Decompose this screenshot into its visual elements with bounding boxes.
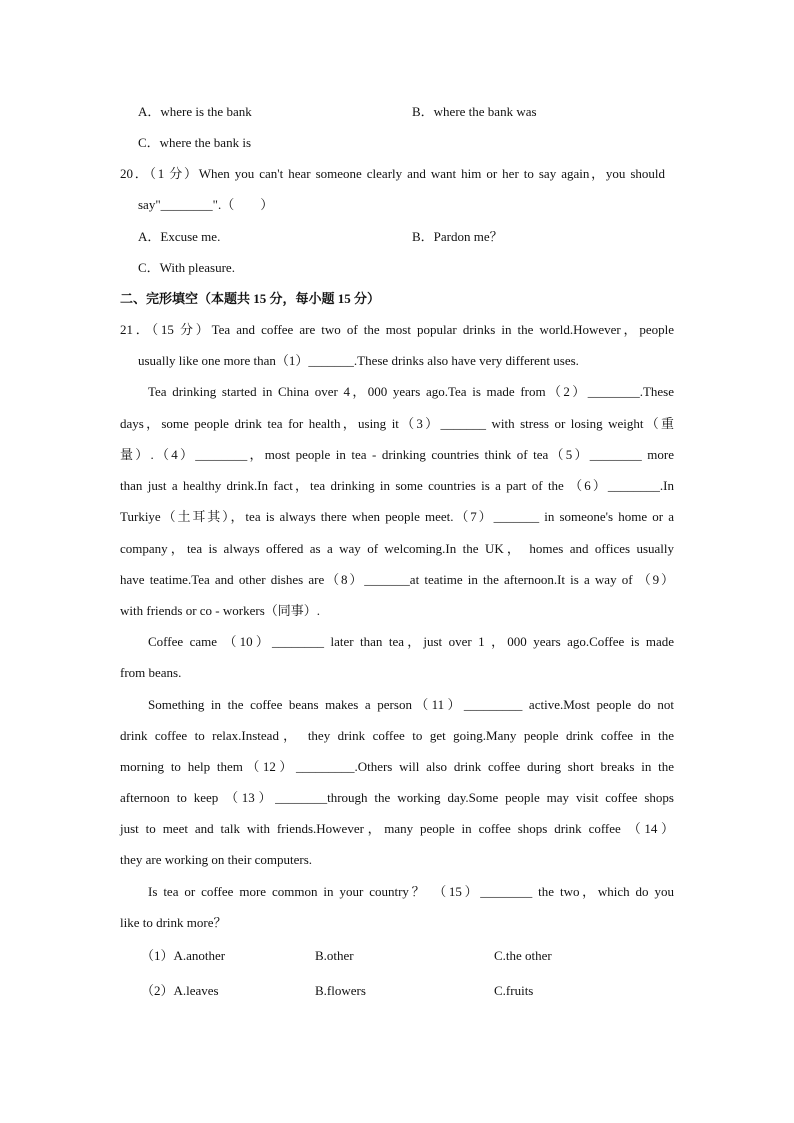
passage-line: 量）.（4）________，most people in tea - drinking countries think of tea（5）________ more <box>120 447 674 462</box>
option-text: Pardon me？ <box>433 229 503 244</box>
passage-line: just to meet and talk with friends.However，many people in coffee shops drink coffee （14） <box>120 821 674 836</box>
passage-line: like to drink more？ <box>120 915 227 930</box>
q20-option-c[interactable] <box>138 259 235 277</box>
option-text: where the bank was <box>433 104 537 119</box>
section-heading: 二、完形填空（本题共 15 分，每小题 15 分） <box>120 291 381 306</box>
passage-line: 21．（15 分）Tea and coffee are two of the most popular drinks in the world.However，people <box>120 322 674 337</box>
option-text: where is the bank <box>160 104 252 119</box>
passage-line: Is tea or coffee more common in your country？ （15）________ the two，which do you <box>148 884 674 899</box>
choice-2-a[interactable]: （2）A.leaves <box>141 983 219 998</box>
q20-option-a[interactable] <box>138 228 220 246</box>
passage-line: usually like one more than（1）_______.These drinks also have very different uses. <box>138 353 579 368</box>
option-letter: C． <box>138 135 160 150</box>
passage-line: they are working on their computers. <box>120 852 313 867</box>
passage-line: with friends or co - workers（同事）. <box>120 603 321 618</box>
passage-line: have teatime.Tea and other dishes are（8）_______at teatime in the afternoon.It is a way of （9） <box>120 572 674 587</box>
passage-line: afternoon to keep （13）________through the working day.Some people may visit coffee shops <box>120 790 674 805</box>
option-letter: B． <box>412 104 434 119</box>
option-text: Excuse me. <box>160 229 221 244</box>
option-letter: C． <box>138 260 160 275</box>
passage-line: company，tea is always offered as a way of welcoming.In the UK， homes and offices usually <box>120 541 674 556</box>
choice-2-b[interactable]: B.flowers <box>315 983 366 998</box>
choice-1-c[interactable]: C.the other <box>494 948 552 963</box>
option-text: where the bank is <box>159 135 252 150</box>
q20-stem-line-1: 20．（1 分）When you can't hear someone clearly and want him or her to say again，you should <box>120 166 665 181</box>
passage-line: days，some people drink tea for health，using it（3）_______ with stress or losing weight（重 <box>120 416 674 431</box>
q20-option-b[interactable] <box>412 228 503 246</box>
passage-line: drink coffee to relax.Instead， they drink coffee to get going.Many people drink coffee in the <box>120 728 674 743</box>
choice-1-a[interactable]: （1）A.another <box>141 948 226 963</box>
option-text: With pleasure. <box>159 260 235 275</box>
choice-1-b[interactable]: B.other <box>315 948 354 963</box>
q19-option-c[interactable] <box>138 134 251 152</box>
option-letter: A． <box>138 104 161 119</box>
q19-option-a[interactable] <box>138 103 252 121</box>
choice-2-c[interactable]: C.fruits <box>494 983 534 998</box>
q19-option-b[interactable] <box>412 103 537 121</box>
option-letter: A． <box>138 229 161 244</box>
passage-line: Turkiye（土耳其），tea is always there when people meet.（7）_______ in someone's home or a <box>120 509 674 524</box>
q20-stem-line-2: say"________".（ ） <box>138 197 274 212</box>
passage-line: Something in the coffee beans makes a person（11）_________ active.Most people do not <box>148 697 674 712</box>
option-letter: B． <box>412 229 434 244</box>
passage-line: Tea drinking started in China over 4，000 years ago.Tea is made from（2）________.These <box>148 384 674 399</box>
passage-line: Coffee came （10）________ later than tea，just over 1 ，000 years ago.Coffee is made <box>148 634 674 649</box>
passage-line: than just a healthy drink.In fact，tea drinking in some countries is a part of the （6）________.In <box>120 478 674 493</box>
passage-line: from beans. <box>120 665 182 680</box>
passage-line: morning to help them（12）_________.Others will also drink coffee during short breaks in the <box>120 759 674 774</box>
